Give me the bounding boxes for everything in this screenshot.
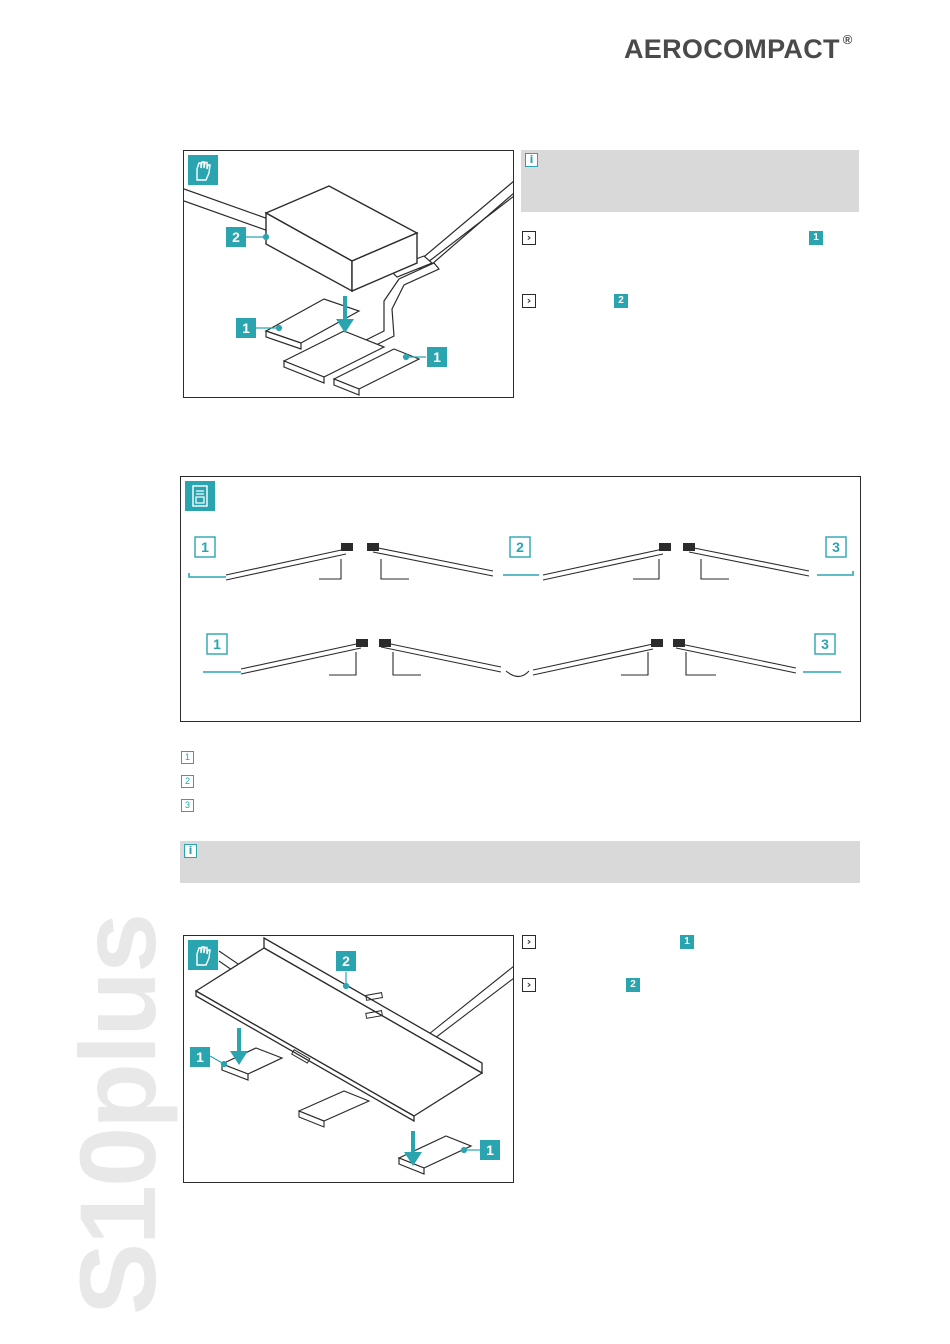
svg-text:2: 2 [516,539,524,555]
chevron-right-icon: › [522,231,536,245]
info-note [180,841,860,883]
row-layout-diagram [181,477,861,722]
step-item [522,978,842,996]
tray-illustration-frame [183,935,514,1183]
legend-item-1: 1 [181,751,194,764]
step-item [522,294,842,312]
row-layout-frame [180,476,861,722]
ballast-illustration-frame [183,150,514,398]
row1-label-1 [195,537,215,557]
step-marker: 2 [626,978,640,992]
callout-1 [427,347,447,367]
svg-text:1: 1 [201,539,209,555]
svg-text:1: 1 [196,1049,204,1065]
step-marker: 1 [809,231,823,245]
hand-mount-icon [188,940,218,970]
product-name-vertical: S10plus [57,914,178,1315]
chevron-right-icon: › [522,978,536,992]
legend-item-3: 3 [181,799,194,812]
chevron-right-icon: › [522,935,536,949]
svg-text:1: 1 [486,1142,494,1158]
step-item [522,231,842,249]
svg-text:2: 2 [232,229,240,245]
info-icon: i [184,844,197,858]
brand-name: AEROCOMPACT [624,34,840,64]
svg-text:3: 3 [821,636,829,652]
chevron-right-icon: › [522,294,536,308]
row1-label-3 [826,537,846,557]
row2-label-3 [815,634,835,654]
brand-logo [624,34,853,65]
registered-mark: ® [842,32,853,47]
callout-2 [226,227,246,247]
step-marker: 1 [680,935,694,949]
ballast-block-illustration [184,151,514,398]
callout-1 [480,1140,500,1160]
step-item [522,935,842,953]
info-note [521,150,859,212]
callout-1 [236,318,256,338]
row1-label-2 [510,537,530,557]
callout-2 [336,951,356,971]
hand-mount-icon [188,155,218,185]
row2-label-1 [207,634,227,654]
svg-text:3: 3 [832,539,840,555]
svg-text:1: 1 [242,320,250,336]
svg-text:1: 1 [213,636,221,652]
info-icon: i [525,153,538,167]
callout-1 [190,1047,210,1067]
svg-text:1: 1 [433,349,441,365]
ballast-tray-illustration [184,936,514,1183]
svg-text:2: 2 [342,953,350,969]
step-marker: 2 [614,294,628,308]
legend-item-2: 2 [181,775,194,788]
